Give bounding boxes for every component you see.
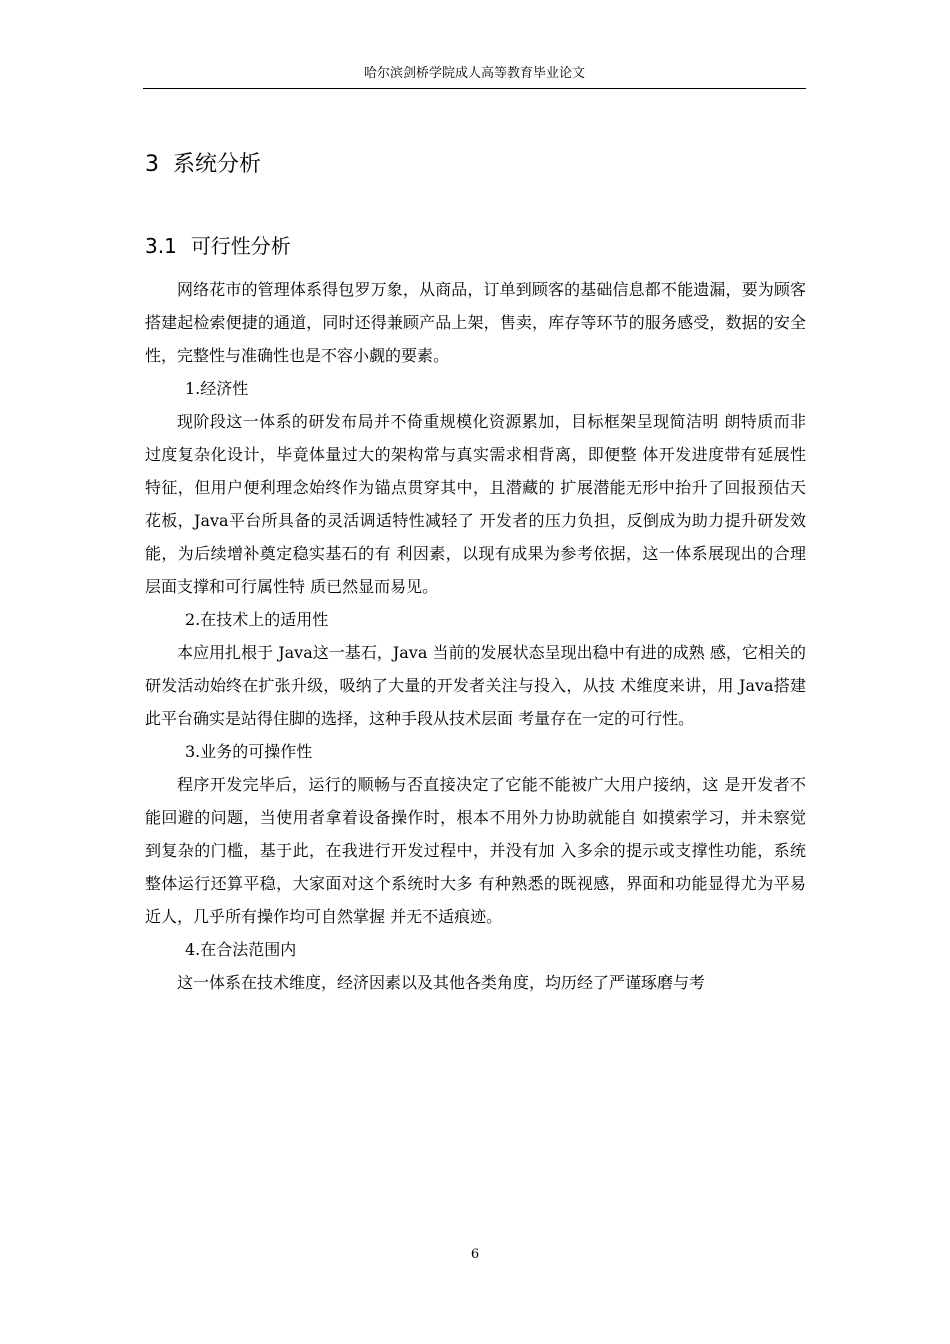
section-title: 可行性分析 [190,234,291,258]
chapter-number: 3 [145,152,159,177]
item-heading-legal: 4.在合法范围内 [185,940,297,959]
intro-paragraph: 网络花市的管理体系得包罗万象，从商品，订单到顾客的基础信息都不能遗漏，要为顾客搭建起检索便捷的通道，同时还得兼顾产品上架，售卖，库存等环节的服务感受，数据的安全性，完整性与准确性也是不容小觑的要素。 [145,280,806,365]
page-number: 6 [470,1247,480,1262]
item-paragraph-technical: 本应用扎根于 Java这一基石，Java 当前的发展状态呈现出稳中有进的成熟 感，它相关的研发活动始终在扩张升级，吸纳了大量的开发者关注与投入，从技 术维度来讲，用 Java搭建此平台确实是站得住脚的选择，这种手段从技术层面 考量存在一定的可行性。 [145,643,806,728]
chapter-title: 系统分析 [173,152,262,177]
item-paragraph-economic: 现阶段这一体系的研发布局并不倚重规模化资源累加，目标框架呈现简洁明 朗特质而非过度复杂化设计，毕竟体量过大的架构常与真实需求相背离，即便整 体开发进度带有延展性特征，但用户便利理念始终作为锚点贯穿其中，且潜藏的 扩展潜能无形中抬升了回报预估天花板，Java平台所具备的灵活调适特性减轻了 开发者的压力负担，反倒成为助力提升研发效能，为后续增补奠定稳实基石的有 利因素，以现有成果为参考依据，这一体系展现出的合理层面支撑和可行属性特 质已然显而易见。 [145,412,806,596]
item-paragraph-operational: 程序开发完毕后，运行的顺畅与否直接决定了它能不能被广大用户接纳，这 是开发者不能回避的问题，当使用者拿着设备操作时，根本不用外力协助就能自 如摸索学习，并未察觉到复杂的门槛，基于此，在我进行开发过程中，并没有加 入多余的提示或支撑性功能，系统整体运行还算平稳，大家面对这个系统时大多 有种熟悉的既视感，界面和功能显得尤为平易近人，几乎所有操作均可自然掌握 并无不适痕迹。 [145,775,806,926]
page-header: 哈尔滨剑桥学院成人高等教育毕业论文 [363,66,585,81]
item-heading-technical: 2.在技术上的适用性 [185,610,329,629]
item-heading-operational: 3.业务的可操作性 [185,742,313,761]
chapter-heading [145,148,261,182]
section-heading [145,230,291,262]
item-paragraph-legal: 这一体系在技术维度，经济因素以及其他各类角度，均历经了严谨琢磨与考 [177,973,706,992]
item-heading-economic: 1.经济性 [185,379,249,398]
section-number: 3.1 [145,234,177,258]
body-text [145,273,806,999]
header-divider [143,88,806,89]
